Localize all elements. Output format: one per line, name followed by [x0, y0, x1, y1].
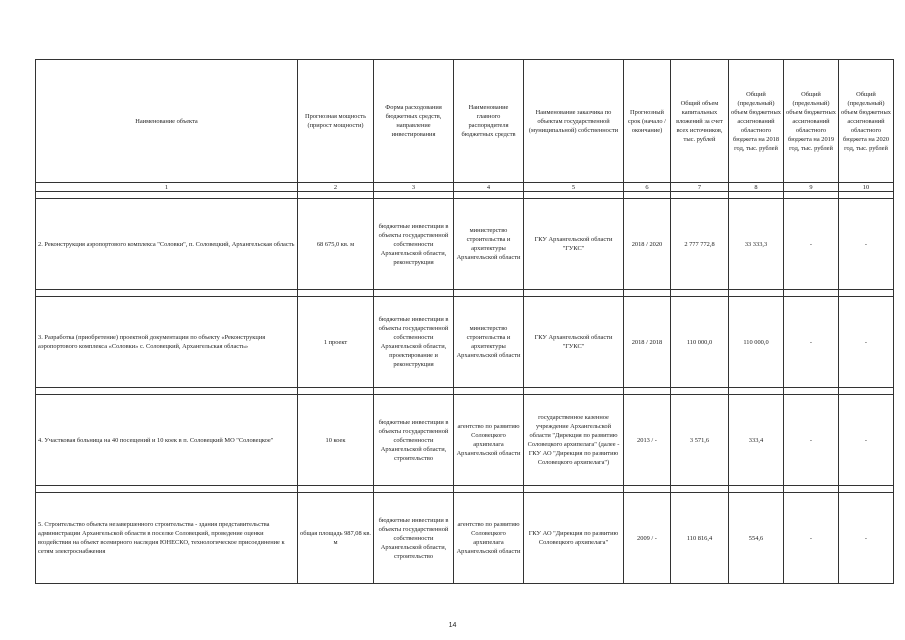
header-budget-2019: Общий (предельный) объем бюджетных ассигнований областного бюджета на 2019 год, тыс. рублей	[784, 60, 839, 183]
header-capacity: Прогнозная мощность (прирост мощности)	[298, 60, 374, 183]
spacer-row	[36, 192, 894, 199]
header-budget-2018: Общий (предельный) объем бюджетных ассигнований областного бюджета на 2018 год, тыс. рублей	[729, 60, 784, 183]
capacity-cell: 1 проект	[298, 297, 374, 388]
term-cell: 2009 / -	[624, 493, 671, 584]
customer-cell: ГКУ АО "Дирекция по развитию Соловецкого архипелага"	[524, 493, 624, 584]
budget-2020-cell: -	[839, 199, 894, 290]
term-cell: 2018 / 2018	[624, 297, 671, 388]
budget-2020-cell: -	[839, 395, 894, 486]
total-investment-cell: 110 000,0	[671, 297, 729, 388]
term-cell: 2018 / 2020	[624, 199, 671, 290]
budget-2018-cell: 33 333,3	[729, 199, 784, 290]
header-object-name: Наименование объекта	[36, 60, 298, 183]
budget-manager-cell: министерство строительства и архитектуры Архангельской области	[454, 297, 524, 388]
column-number: 5	[524, 183, 624, 192]
spacer-row	[36, 388, 894, 395]
column-number: 6	[624, 183, 671, 192]
budget-2018-cell: 110 000,0	[729, 297, 784, 388]
spending-form-cell: бюджетные инвестиции в объекты государственной собственности Архангельской области, строительство	[374, 395, 454, 486]
column-number: 1	[36, 183, 298, 192]
budget-2020-cell: -	[839, 297, 894, 388]
column-number-row	[36, 183, 894, 192]
object-name-cell: 3. Разработка (приобретение) проектной документации по объекту «Реконструкция аэропортового комплекса «Соловки» с. Соловецкий, Архангельская область»	[36, 297, 298, 388]
budget-manager-cell: министерство строительства и архитектуры Архангельской области	[454, 199, 524, 290]
object-name-cell: 2. Реконструкция аэропортового комплекса "Соловки", п. Соловецкий, Архангельская область	[36, 199, 298, 290]
budget-2020-cell: -	[839, 493, 894, 584]
header-spending-form: Форма расходования бюджетных средств, направление инвестирования	[374, 60, 454, 183]
spacer-row	[36, 486, 894, 493]
capacity-cell: 10 коек	[298, 395, 374, 486]
table-row	[36, 493, 894, 584]
object-name-cell: 4. Участковая больница на 40 посещений и 10 коек в п. Соловецкий МО "Соловецкое"	[36, 395, 298, 486]
column-number: 7	[671, 183, 729, 192]
budget-2018-cell: 554,6	[729, 493, 784, 584]
investment-table	[35, 59, 894, 584]
spending-form-cell: бюджетные инвестиции в объекты государственной собственности Архангельской области, реконструкция	[374, 199, 454, 290]
budget-2019-cell: -	[784, 297, 839, 388]
column-number: 10	[839, 183, 894, 192]
column-number: 8	[729, 183, 784, 192]
budget-2018-cell: 333,4	[729, 395, 784, 486]
header-budget-2020: Общий (предельный) объем бюджетных ассигнований областного бюджета на 2020 год, тыс. рублей	[839, 60, 894, 183]
capacity-cell: 68 675,0 кв. м	[298, 199, 374, 290]
total-investment-cell: 3 571,6	[671, 395, 729, 486]
budget-2019-cell: -	[784, 493, 839, 584]
customer-cell: ГКУ Архангельской области "ГУКС"	[524, 199, 624, 290]
capacity-cell: общая площадь 987,08 кв. м	[298, 493, 374, 584]
budget-2019-cell: -	[784, 395, 839, 486]
spending-form-cell: бюджетные инвестиции в объекты государственной собственности Архангельской области, проектирование и реконструкция	[374, 297, 454, 388]
header-total-investment: Общий объем капитальных вложений за счет всех источников, тыс. рублей	[671, 60, 729, 183]
header-budget-manager: Наименование главного распорядителя бюджетных средств	[454, 60, 524, 183]
total-investment-cell: 2 777 772,8	[671, 199, 729, 290]
spending-form-cell: бюджетные инвестиции в объекты государственной собственности Архангельской области, строительство	[374, 493, 454, 584]
budget-2019-cell: -	[784, 199, 839, 290]
spacer-row	[36, 290, 894, 297]
budget-manager-cell: агентство по развитию Соловецкого архипелага Архангельской области	[454, 395, 524, 486]
total-investment-cell: 110 816,4	[671, 493, 729, 584]
column-number: 2	[298, 183, 374, 192]
header-term: Прогнозный срок (начало / окончание)	[624, 60, 671, 183]
column-number: 4	[454, 183, 524, 192]
column-number: 9	[784, 183, 839, 192]
customer-cell: ГКУ Архангельской области "ГУКС"	[524, 297, 624, 388]
budget-manager-cell: агентство по развитию Соловецкого архипелага Архангельской области	[454, 493, 524, 584]
customer-cell: государственное казенное учреждение Архангельской области "Дирекция по развитию Соловецкого архипелага" (далее - ГКУ АО "Дирекция по развитию Соловецкого архипелага")	[524, 395, 624, 486]
term-cell: 2013 / -	[624, 395, 671, 486]
page-number: 14	[448, 622, 457, 629]
table-row	[36, 297, 894, 388]
table-row	[36, 199, 894, 290]
header-row	[36, 60, 894, 183]
table-row	[36, 395, 894, 486]
column-number: 3	[374, 183, 454, 192]
header-customer: Наименование заказчика по объектам государственной (муниципальной) собственности	[524, 60, 624, 183]
object-name-cell: 5. Строительство объекта незавершенного строительства - здания представительства администрации Архангельской области в поселке Соловецкий, проведение оценки воздействия на объект всемирного наследия ЮНЕСКО, технологическое присоединение к сетям электроснабжения	[36, 493, 298, 584]
